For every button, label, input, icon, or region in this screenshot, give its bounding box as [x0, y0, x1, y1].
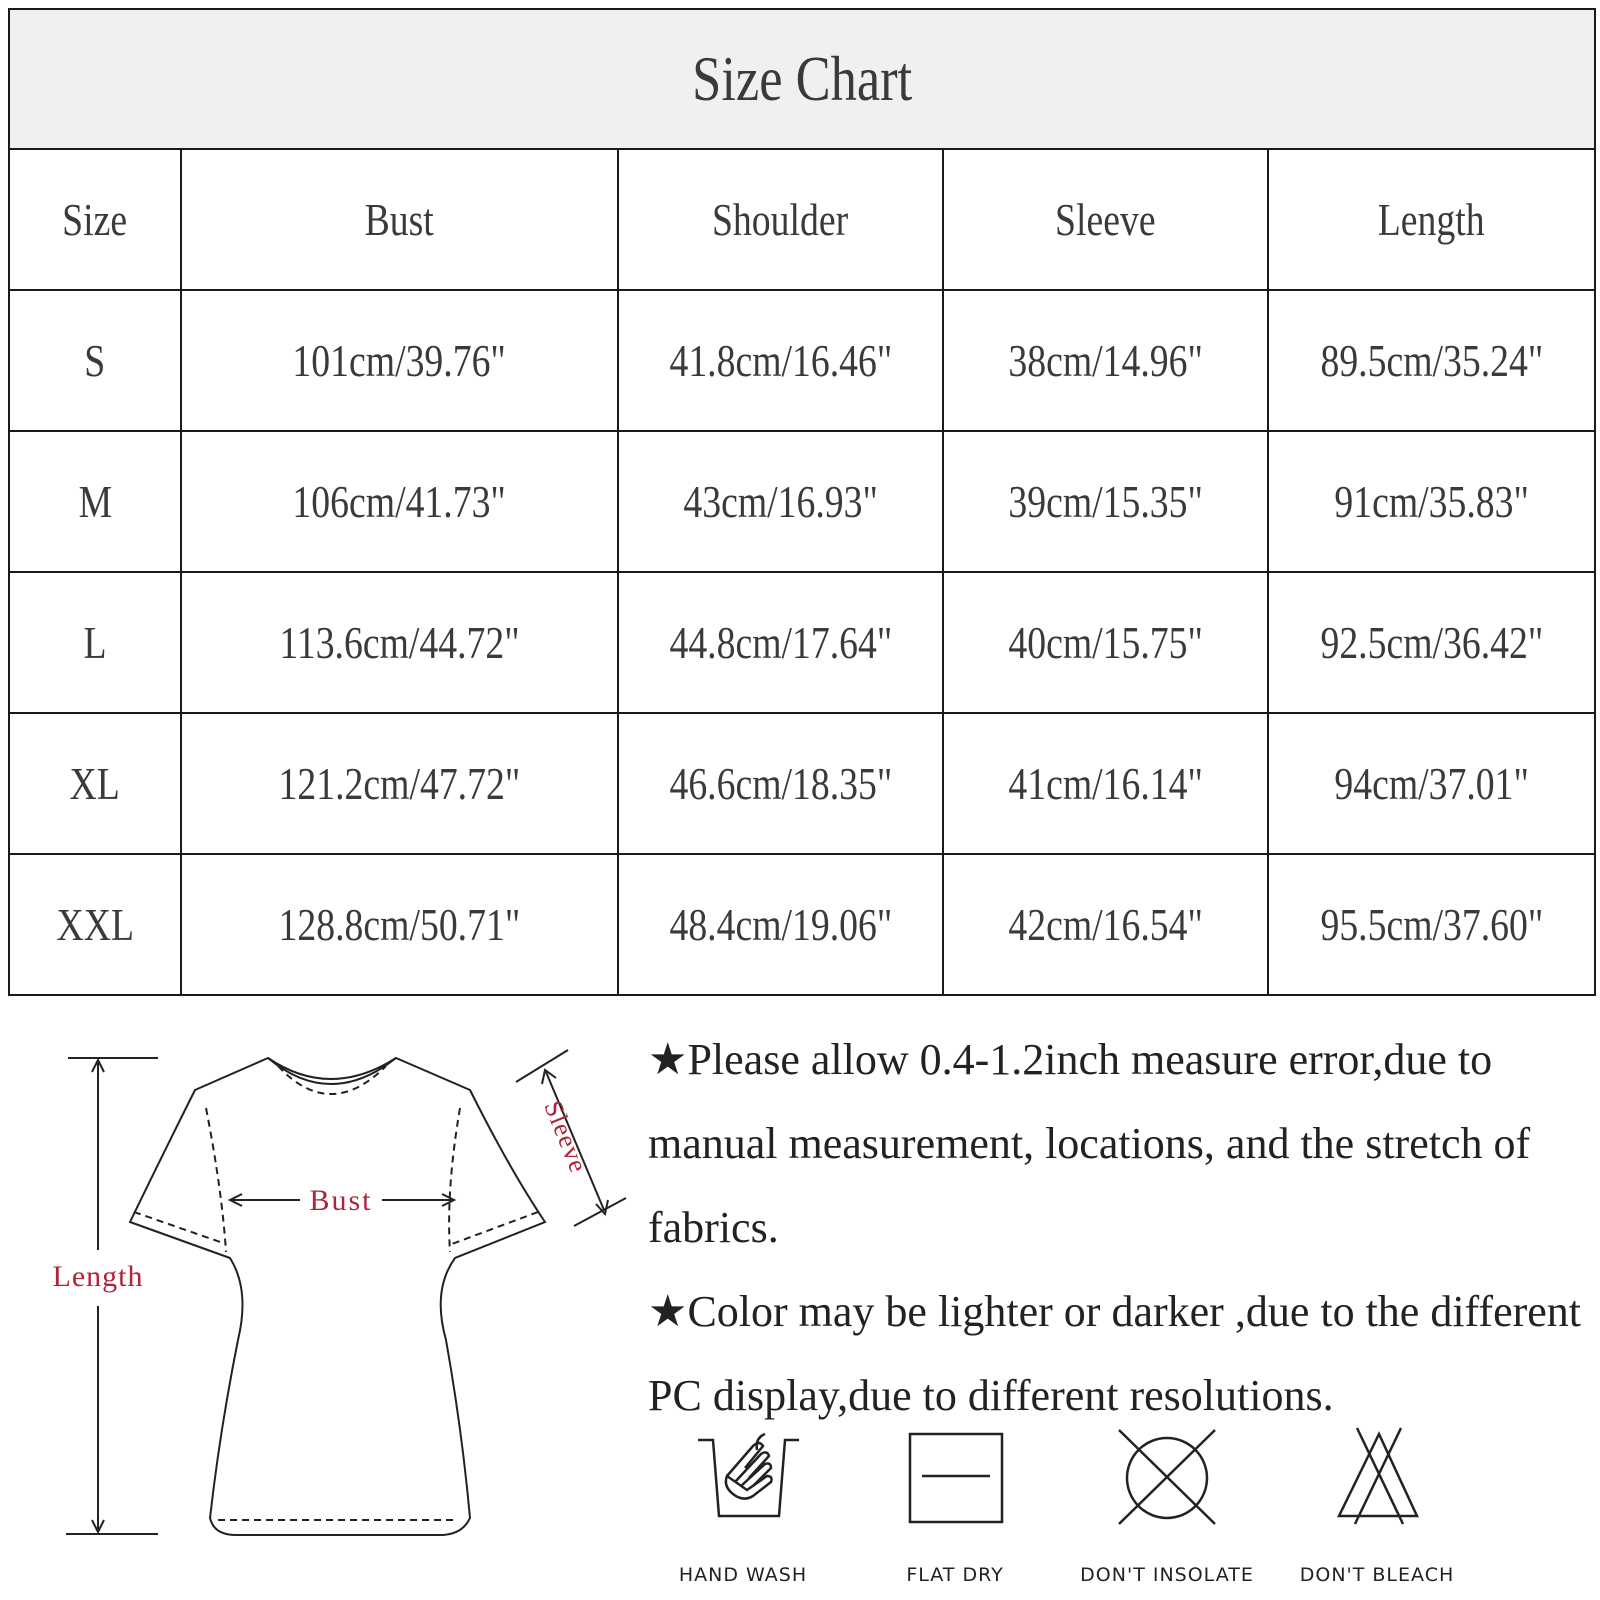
care-instructions [648, 1420, 1598, 1600]
cell-shoulder: 43cm/16.93" [618, 431, 943, 572]
cell-sleeve: 40cm/15.75" [943, 572, 1268, 713]
cell-sleeve: 38cm/14.96" [943, 290, 1268, 431]
cell-length: 91cm/35.83" [1268, 431, 1595, 572]
care-item-flat-dry [860, 1420, 1050, 1600]
cell-bust: 121.2cm/47.72" [181, 713, 618, 854]
cell-size: XL [9, 713, 181, 854]
dont-insolate-icon [1107, 1420, 1227, 1530]
chart-title: Size Chart [691, 42, 913, 114]
care-label-dont-insolate: DON'T INSOLATE [1080, 1564, 1254, 1586]
cell-length: 95.5cm/37.60" [1268, 854, 1595, 995]
notes-section [648, 1018, 1598, 1438]
care-item-dont-insolate [1072, 1420, 1262, 1600]
care-item-dont-bleach [1282, 1420, 1472, 1600]
cell-bust: 113.6cm/44.72" [181, 572, 618, 713]
header-size: Size [9, 149, 181, 290]
care-label-hand-wash: HAND WASH [678, 1564, 808, 1586]
table-row [9, 854, 1595, 995]
hand-wash-icon [683, 1420, 803, 1530]
cell-shoulder: 48.4cm/19.06" [618, 854, 943, 995]
note-color: ★Color may be lighter or darker ,due to the different PC display,due to different resolutions. [648, 1287, 1582, 1420]
sleeve-label: Sleeve [538, 1096, 594, 1178]
table-row [9, 572, 1595, 713]
cell-bust: 101cm/39.76" [181, 290, 618, 431]
cell-sleeve: 41cm/16.14" [943, 713, 1268, 854]
cell-size: M [9, 431, 181, 572]
cell-length: 92.5cm/36.42" [1268, 572, 1595, 713]
cell-shoulder: 41.8cm/16.46" [618, 290, 943, 431]
header-length: Length [1268, 149, 1595, 290]
flat-dry-icon [895, 1420, 1015, 1530]
tshirt-icon [130, 1058, 545, 1535]
care-item-hand-wash [648, 1420, 838, 1600]
header-sleeve: Sleeve [943, 149, 1268, 290]
cell-sleeve: 42cm/16.54" [943, 854, 1268, 995]
header-shoulder: Shoulder [618, 149, 943, 290]
bust-label: Bust [309, 1184, 373, 1217]
header-row [9, 149, 1595, 290]
cell-shoulder: 44.8cm/17.64" [618, 572, 943, 713]
cell-bust: 128.8cm/50.71" [181, 854, 618, 995]
cell-length: 94cm/37.01" [1268, 713, 1595, 854]
cell-length: 89.5cm/35.24" [1268, 290, 1595, 431]
length-label: Length [52, 1260, 144, 1293]
care-label-dont-bleach: DON'T BLEACH [1299, 1564, 1455, 1586]
header-bust: Bust [181, 149, 618, 290]
table-row [9, 290, 1595, 431]
table-row [9, 713, 1595, 854]
cell-sleeve: 39cm/15.35" [943, 431, 1268, 572]
cell-size: L [9, 572, 181, 713]
cell-shoulder: 46.6cm/18.35" [618, 713, 943, 854]
length-measure-icon [66, 1058, 158, 1534]
care-label-flat-dry: FLAT DRY [906, 1564, 1004, 1586]
note-measure-error: ★Please allow 0.4-1.2inch measure error,due to manual measurement, locations, and the stretch of fabrics. [648, 1035, 1531, 1252]
size-chart-table [8, 8, 1596, 996]
chart-title-cell [9, 9, 1595, 149]
cell-size: XXL [9, 854, 181, 995]
table-row [9, 431, 1595, 572]
cell-bust: 106cm/41.73" [181, 431, 618, 572]
dont-bleach-icon [1317, 1420, 1437, 1530]
cell-size: S [9, 290, 181, 431]
tshirt-measurement-diagram [0, 1010, 640, 1600]
